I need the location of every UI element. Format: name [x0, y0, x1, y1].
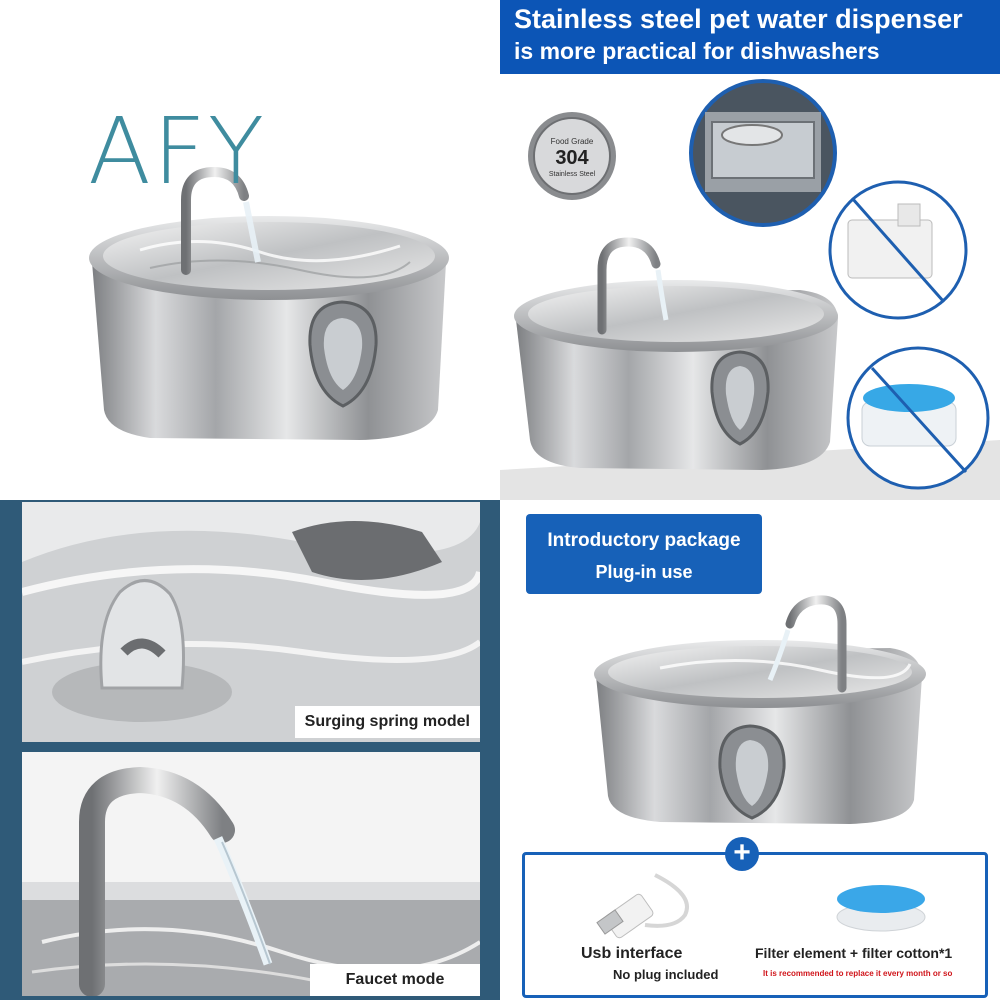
faucet-mode-label: Faucet mode	[310, 964, 480, 996]
fountain-illustration	[514, 242, 838, 470]
badge-number: 304	[555, 147, 589, 169]
usb-note: No plug included	[613, 967, 719, 982]
filter-note: It is recommended to replace it every month or so	[763, 969, 953, 978]
plus-icon: +	[725, 837, 759, 871]
intro-line-1: Introductory package	[547, 530, 741, 551]
badge-top: Food Grade	[550, 137, 594, 146]
modes-panel	[0, 500, 500, 1000]
headline-line-2: is more practical for dishwashers	[514, 38, 880, 64]
dishwasher-illustration	[500, 0, 1000, 500]
surging-spring-label: Surging spring model	[295, 706, 480, 738]
filter-crossed-circle	[848, 348, 988, 488]
package-contents-box	[522, 852, 988, 998]
package-panel	[500, 500, 1000, 1000]
surging-spring-photo	[22, 502, 480, 742]
faucet-illustration	[22, 752, 480, 996]
faucet-photo	[22, 752, 480, 996]
food-grade-badge	[528, 112, 616, 200]
dishwasher-circle	[691, 81, 835, 225]
pump-crossed-circle	[830, 182, 966, 318]
usb-cable-illustration	[597, 875, 687, 939]
dishwasher-panel	[500, 0, 1000, 500]
filter-title: Filter element + filter cotton*1	[755, 945, 953, 961]
usb-title: Usb interface	[581, 945, 683, 962]
product-photo-main	[0, 0, 500, 500]
fountain-illustration	[500, 500, 1000, 840]
brand-logo-text: AFY	[88, 98, 267, 205]
fountain-illustration	[0, 0, 500, 500]
intro-line-2: Plug-in use	[595, 562, 693, 582]
headline-line-1: Stainless steel pet water dispenser	[514, 4, 963, 34]
badge-bottom: Stainless Steel	[548, 171, 596, 178]
filter-element-illustration	[837, 885, 925, 931]
